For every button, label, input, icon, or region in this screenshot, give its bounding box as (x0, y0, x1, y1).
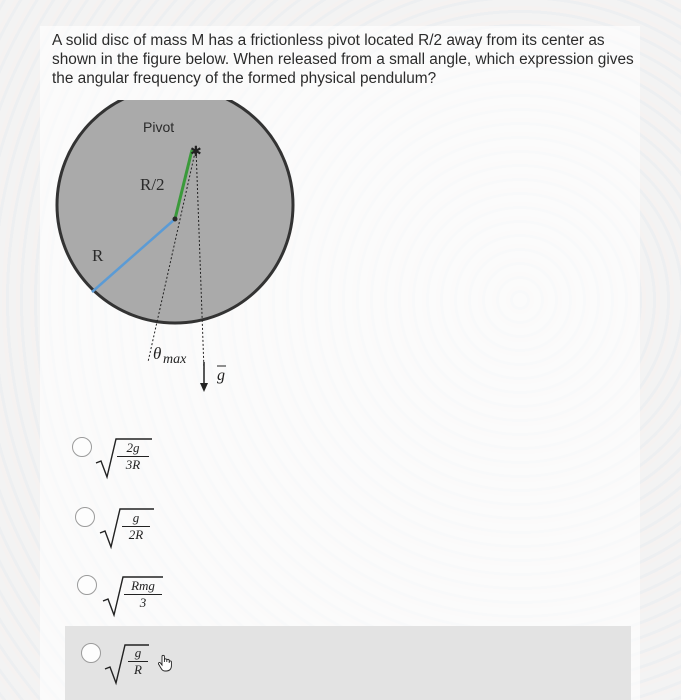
option-2-radio[interactable] (75, 507, 95, 527)
option-3-denominator: 3 (139, 595, 147, 610)
half-radius-label: R/2 (140, 175, 165, 194)
radius-label: R (92, 246, 104, 265)
option-4-denominator: R (134, 662, 142, 677)
option-3-numerator: Rmg (131, 578, 155, 593)
pivot-label: Pivot (143, 119, 175, 135)
option-2-denominator: 2R (128, 527, 144, 542)
option-1-radio[interactable] (72, 437, 92, 457)
hand-cursor-icon (157, 654, 173, 672)
theta-label: θ (153, 344, 162, 363)
option-4-numerator: g (134, 645, 142, 660)
option-3-fraction (124, 579, 162, 610)
option-2-numerator: g (132, 510, 140, 525)
option-3-radio[interactable] (77, 575, 97, 595)
option-1-denominator: 3R (125, 457, 141, 472)
disc (57, 100, 293, 323)
option-4-fraction (128, 646, 148, 677)
question-text: A solid disc of mass M has a frictionless pivot located R/2 away from its center as shown in the figure below. When released from a small angle, which expression gives the angular frequency of the formed physical pendulum? (52, 32, 634, 87)
option-4-radio[interactable] (81, 643, 101, 663)
option-1-fraction (117, 441, 149, 472)
theta-subscript: max (163, 352, 187, 367)
gravity-arrow-head (200, 383, 208, 392)
disc-center-dot (173, 217, 178, 222)
pivot-marker-icon: ✱ (190, 144, 202, 160)
option-1-numerator: 2g (126, 440, 140, 455)
pendulum-figure (50, 100, 310, 400)
option-2-fraction (122, 511, 150, 542)
gravity-label: g (217, 367, 225, 384)
